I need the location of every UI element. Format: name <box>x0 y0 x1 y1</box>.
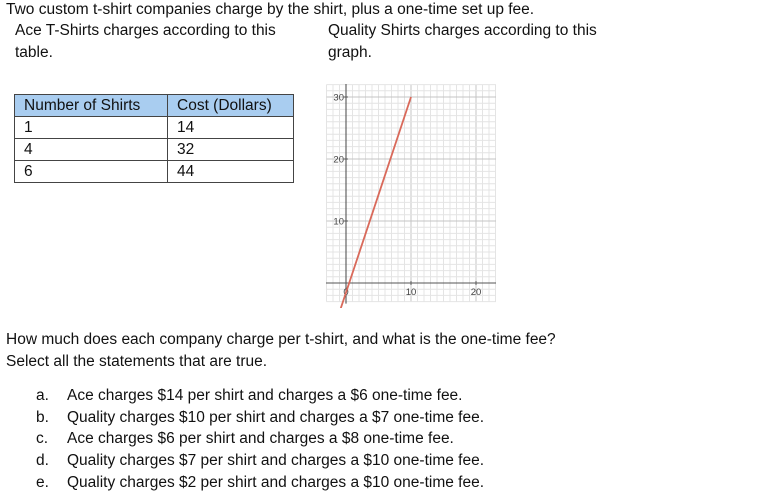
choice-a[interactable] <box>36 385 484 407</box>
choice-e[interactable] <box>36 472 484 494</box>
table-row <box>15 139 294 161</box>
question-text <box>6 330 556 372</box>
table-cell-cost: 32 <box>168 139 294 161</box>
choice-text: Ace charges $14 per shirt and charges a $6 one-time fee. <box>67 387 463 404</box>
table-cell-shirts: 4 <box>15 139 168 161</box>
graph-grid <box>327 85 497 302</box>
x-tick-label: 10 <box>405 287 417 298</box>
question-line-2: Select all the statements that are true. <box>6 353 268 370</box>
choice-text: Quality charges $2 per shirt and charges a $10 one-time fee. <box>67 473 485 491</box>
choice-letter: e. <box>36 473 49 491</box>
choice-text: Ace charges $6 per shirt and charges a $8 one-time fee. <box>67 430 454 448</box>
header-cost-dollars: Cost (Dollars) <box>168 95 294 117</box>
choice-letter: c. <box>36 430 49 448</box>
x-tick-label: 0 <box>343 287 349 298</box>
choice-b[interactable] <box>36 407 484 429</box>
table-row <box>15 117 294 139</box>
ace-cost-table <box>14 94 294 183</box>
quality-description <box>328 21 597 63</box>
choice-c[interactable] <box>36 428 484 450</box>
choice-text: Quality charges $10 per shirt and charges a $7 one-time fee. <box>67 408 485 426</box>
quality-description-line-1: Quality Shirts charges according to this <box>328 22 597 39</box>
y-tick-label: 20 <box>333 154 344 166</box>
table-cell-shirts: 6 <box>15 161 168 183</box>
choice-letter: a. <box>36 387 49 404</box>
table-cell-cost: 14 <box>168 117 294 139</box>
x-tick-label: 20 <box>470 287 482 298</box>
intro-text: Two custom t-shirt companies charge by the shirt, plus a one-time set up fee. <box>6 1 535 18</box>
table-cell-cost: 44 <box>168 161 294 183</box>
choice-letter: d. <box>36 452 49 470</box>
quality-shirts-graph <box>326 84 496 308</box>
answer-choices <box>36 385 484 494</box>
table-header-row <box>15 95 294 117</box>
ace-description <box>15 21 276 63</box>
quality-description-line-2: graph. <box>328 44 372 61</box>
y-tick-label: 30 <box>333 92 344 104</box>
table-row <box>15 161 294 183</box>
table-cell-shirts: 1 <box>15 117 168 139</box>
graph-tick-labels <box>333 93 481 299</box>
question-line-1: How much does each company charge per t-shirt, and what is the one-time fee? <box>6 331 556 348</box>
header-number-of-shirts: Number of Shirts <box>15 95 168 117</box>
ace-description-line-1: Ace T-Shirts charges according to this <box>15 22 276 39</box>
choice-text: Quality charges $7 per shirt and charges a $10 one-time fee. <box>67 452 485 470</box>
y-tick-label: 10 <box>333 216 344 228</box>
ace-description-line-2: table. <box>15 44 53 61</box>
choice-d[interactable] <box>36 450 484 472</box>
choice-letter: b. <box>36 408 49 426</box>
